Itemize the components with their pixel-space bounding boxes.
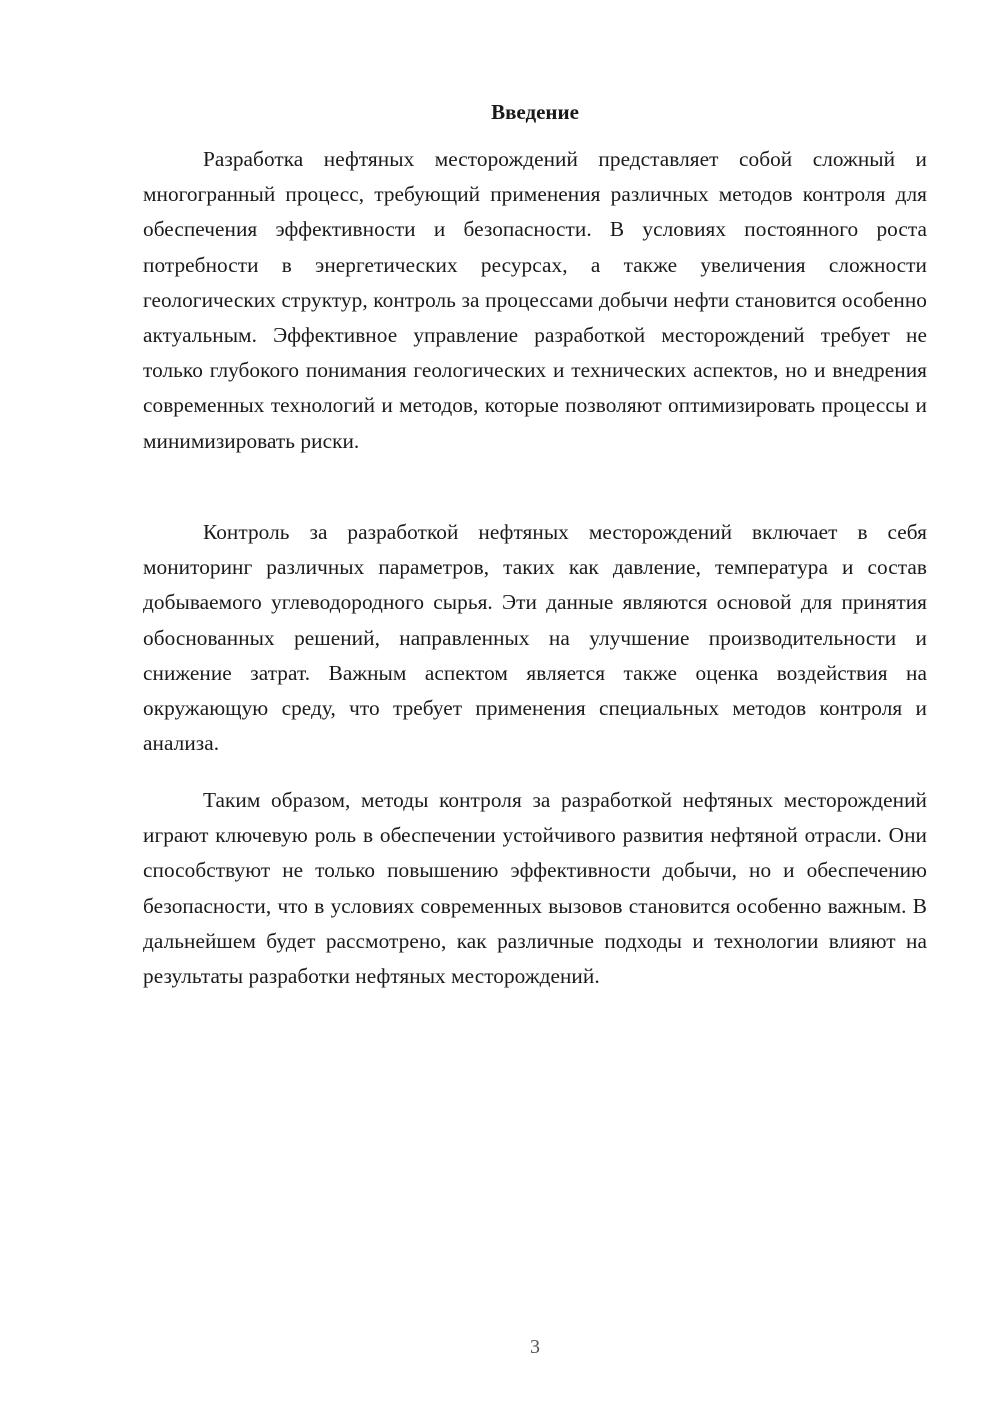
page-number: 3 — [530, 1336, 540, 1358]
paragraph-intro: Разработка нефтяных месторождений представляет собой сложный и многогранный процесс, требующий применения различных методов контроля для обеспечения эффективности и безопасности. В условиях постоянного роста потребности в энергетических ресурсах, а также увеличения сложности геологических структур, контроль за процессами добычи нефти становится особенно актуальным. Эффективное управление разработкой месторождений требует не только глубокого понимания геологических и технических аспектов, но и внедрения современных технологий и методов, которые позволяют оптимизировать процессы и минимизировать риски. — [143, 147, 927, 453]
paragraph-conclusion: Таким образом, методы контроля за разработкой нефтяных месторождений играют ключевую роль в обеспечении устойчивого развития нефтяной отрасли. Они способствуют не только повышению эффективности добычи, но и обеспечению безопасности, что в условиях современных вызовов становится особенно важным. В дальнейшем будет рассмотрено, как различные подходы и технологии влияют на результаты разработки нефтяных месторождений. — [143, 788, 927, 989]
paragraph-monitoring: Контроль за разработкой нефтяных месторождений включает в себя мониторинг различных параметров, таких как давление, температура и состав добываемого углеводородного сырья. Эти данные являются основой для принятия обоснованных решений, направленных на улучшение производительности и снижение затрат. Важным аспектом является также оценка воздействия на окружающую среду, что требует применения специальных методов контроля и анализа. — [143, 520, 927, 756]
page-title: Введение — [491, 100, 579, 124]
